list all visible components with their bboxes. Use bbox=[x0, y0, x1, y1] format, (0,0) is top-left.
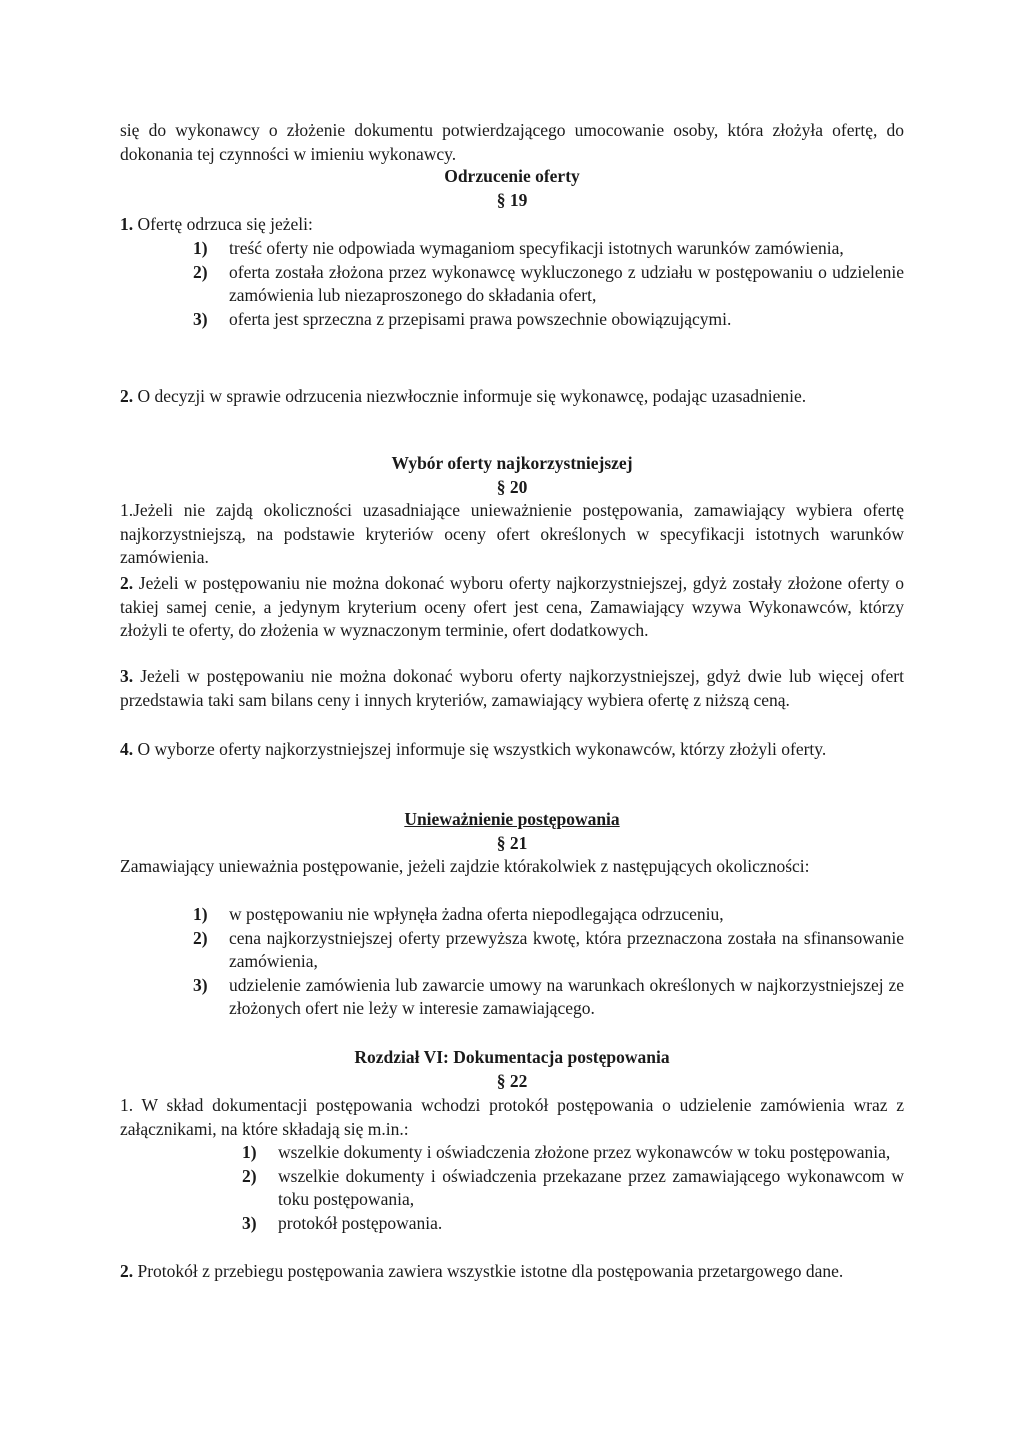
s19-list-item-number: 1) bbox=[193, 238, 208, 258]
s21-list-item-number: 2) bbox=[193, 927, 208, 948]
section-20-heading: Wybór oferty najkorzystniejszej bbox=[391, 453, 633, 473]
s19-point-2-number: 2. bbox=[120, 386, 134, 406]
s19-list-item bbox=[193, 261, 904, 308]
s22-list-item bbox=[242, 1141, 904, 1165]
s22-point-2 bbox=[120, 1260, 904, 1284]
s22-list-item-number: 1) bbox=[242, 1142, 257, 1162]
s22-list-item-text: protokół postępowania. bbox=[278, 1212, 443, 1233]
s22-list-item-text: wszelkie dokumenty i oświadczenia przekazane przez zamawiającego wykonawcom w toku postępowania, bbox=[278, 1165, 904, 1209]
section-21-heading: Unieważnienie postępowania bbox=[404, 809, 620, 829]
s21-list-item-text: udzielenie zamówienia lub zawarcie umowy na warunkach określonych w najkorzystniejszej ze złożonych ofert nie leży w interesie zamawiającego. bbox=[229, 974, 904, 1018]
s19-point-1 bbox=[120, 213, 904, 237]
s19-list-item bbox=[193, 237, 904, 261]
s22-point-2-number: 2. bbox=[120, 1261, 134, 1281]
s19-list-item bbox=[193, 308, 904, 332]
s20-point-2 bbox=[120, 572, 904, 643]
chapter-vi-heading: Rozdział VI: Dokumentacja postępowania bbox=[354, 1047, 670, 1067]
intro-paragraph: się do wykonawcy o złożenie dokumentu potwierdzającego umocowanie osoby, która złożyła ofertę, do dokonania tej czynności w imieniu wykonawcy. bbox=[120, 120, 904, 164]
s22-list-item-number: 2) bbox=[242, 1165, 257, 1186]
s20-point-4-number: 4. bbox=[120, 739, 134, 759]
s22-point-1: 1. W skład dokumentacji postępowania wchodzi protokół postępowania o udzielenie zamówienia wraz z załącznikami, na które składają się m.in.: bbox=[120, 1095, 904, 1139]
s20-point-2-text: Jeżeli w postępowaniu nie można dokonać wyboru oferty najkorzystniejszej, gdyż zostały złożone oferty o takiej samej cenie, a jedynym kryterium oceny ofert jest cena, Zamawiający wzywa Wykonawców, którzy złożyli te oferty, do złożenia w wyznaczonym terminie, ofert dodatkowych. bbox=[120, 573, 905, 640]
s19-point-1-text: Ofertę odrzuca się jeżeli: bbox=[137, 214, 313, 234]
s22-list-item-text: wszelkie dokumenty i oświadczenia złożone przez wykonawców w toku postępowania, bbox=[278, 1142, 891, 1162]
s19-list-item-text: oferta jest sprzeczna z przepisami prawa powszechnie obowiązującymi. bbox=[229, 308, 732, 329]
s22-list-item-number: 3) bbox=[242, 1212, 257, 1233]
section-22-number: § 22 bbox=[496, 1071, 528, 1091]
s22-list bbox=[242, 1141, 904, 1235]
s19-point-1-number: 1. bbox=[120, 214, 134, 234]
s19-list-item-number: 3) bbox=[193, 308, 208, 329]
section-19-heading: Odrzucenie oferty bbox=[444, 166, 580, 186]
s20-point-3-number: 3. bbox=[120, 666, 134, 686]
s22-point-2-text: Protokół z przebiegu postępowania zawiera wszystkie istotne dla postępowania przetargowego dane. bbox=[137, 1261, 844, 1281]
s22-list-item bbox=[242, 1212, 904, 1236]
s22-list-item bbox=[242, 1165, 904, 1212]
s21-list-item-number: 3) bbox=[193, 974, 208, 995]
s21-list-item bbox=[193, 903, 904, 927]
s21-list-item bbox=[193, 927, 904, 974]
s21-list-item bbox=[193, 974, 904, 1021]
s20-point-2-number: 2. bbox=[120, 573, 134, 593]
s19-list-item-number: 2) bbox=[193, 261, 208, 282]
s20-point-4 bbox=[120, 738, 904, 762]
s19-point-2-text: O decyzji w sprawie odrzucenia niezwłocznie informuje się wykonawcę, podając uzasadnienie. bbox=[137, 386, 807, 406]
s19-point-2 bbox=[120, 385, 904, 409]
section-21-number: § 21 bbox=[496, 833, 528, 853]
s19-list-item-text: oferta została złożona przez wykonawcę wykluczonego z udziału w postępowaniu o udzielenie zamówienia lub niezaproszonego do składania ofert, bbox=[229, 261, 904, 305]
s20-point-3-text: Jeżeli w postępowaniu nie można dokonać wyboru oferty najkorzystniejszej, gdyż dwie lub więcej ofert przedstawia taki sam bilans ceny i innych kryteriów, zamawiający wybiera ofertę z niższą ceną. bbox=[120, 666, 905, 710]
s21-list-item-text: cena najkorzystniejszej oferty przewyższa kwotę, która przeznaczona została na sfinansowanie zamówienia, bbox=[229, 927, 904, 971]
s21-list-item-text: w postępowaniu nie wpłynęła żadna oferta niepodlegająca odrzuceniu, bbox=[229, 904, 724, 924]
s21-list bbox=[193, 903, 904, 1021]
s19-list-item-text: treść oferty nie odpowiada wymaganiom specyfikacji istotnych warunków zamówienia, bbox=[229, 238, 844, 258]
s21-intro: Zamawiający unieważnia postępowanie, jeżeli zajdzie którakolwiek z następujących okoliczności: bbox=[120, 856, 810, 876]
section-19-number: § 19 bbox=[496, 190, 528, 210]
s20-point-1: 1.Jeżeli nie zajdą okoliczności uzasadniające unieważnienie postępowania, zamawiający wybiera ofertę najkorzystniejszą, na podstawie kryteriów oceny ofert określonych w specyfikacji istotnych warunków zamówienia. bbox=[120, 500, 904, 567]
s20-point-3 bbox=[120, 665, 904, 712]
s21-list-item-number: 1) bbox=[193, 904, 208, 924]
s19-list bbox=[193, 237, 904, 331]
section-20-number: § 20 bbox=[496, 477, 528, 497]
s20-point-4-text: O wyborze oferty najkorzystniejszej informuje się wszystkich wykonawców, którzy złożyli oferty. bbox=[137, 739, 827, 759]
